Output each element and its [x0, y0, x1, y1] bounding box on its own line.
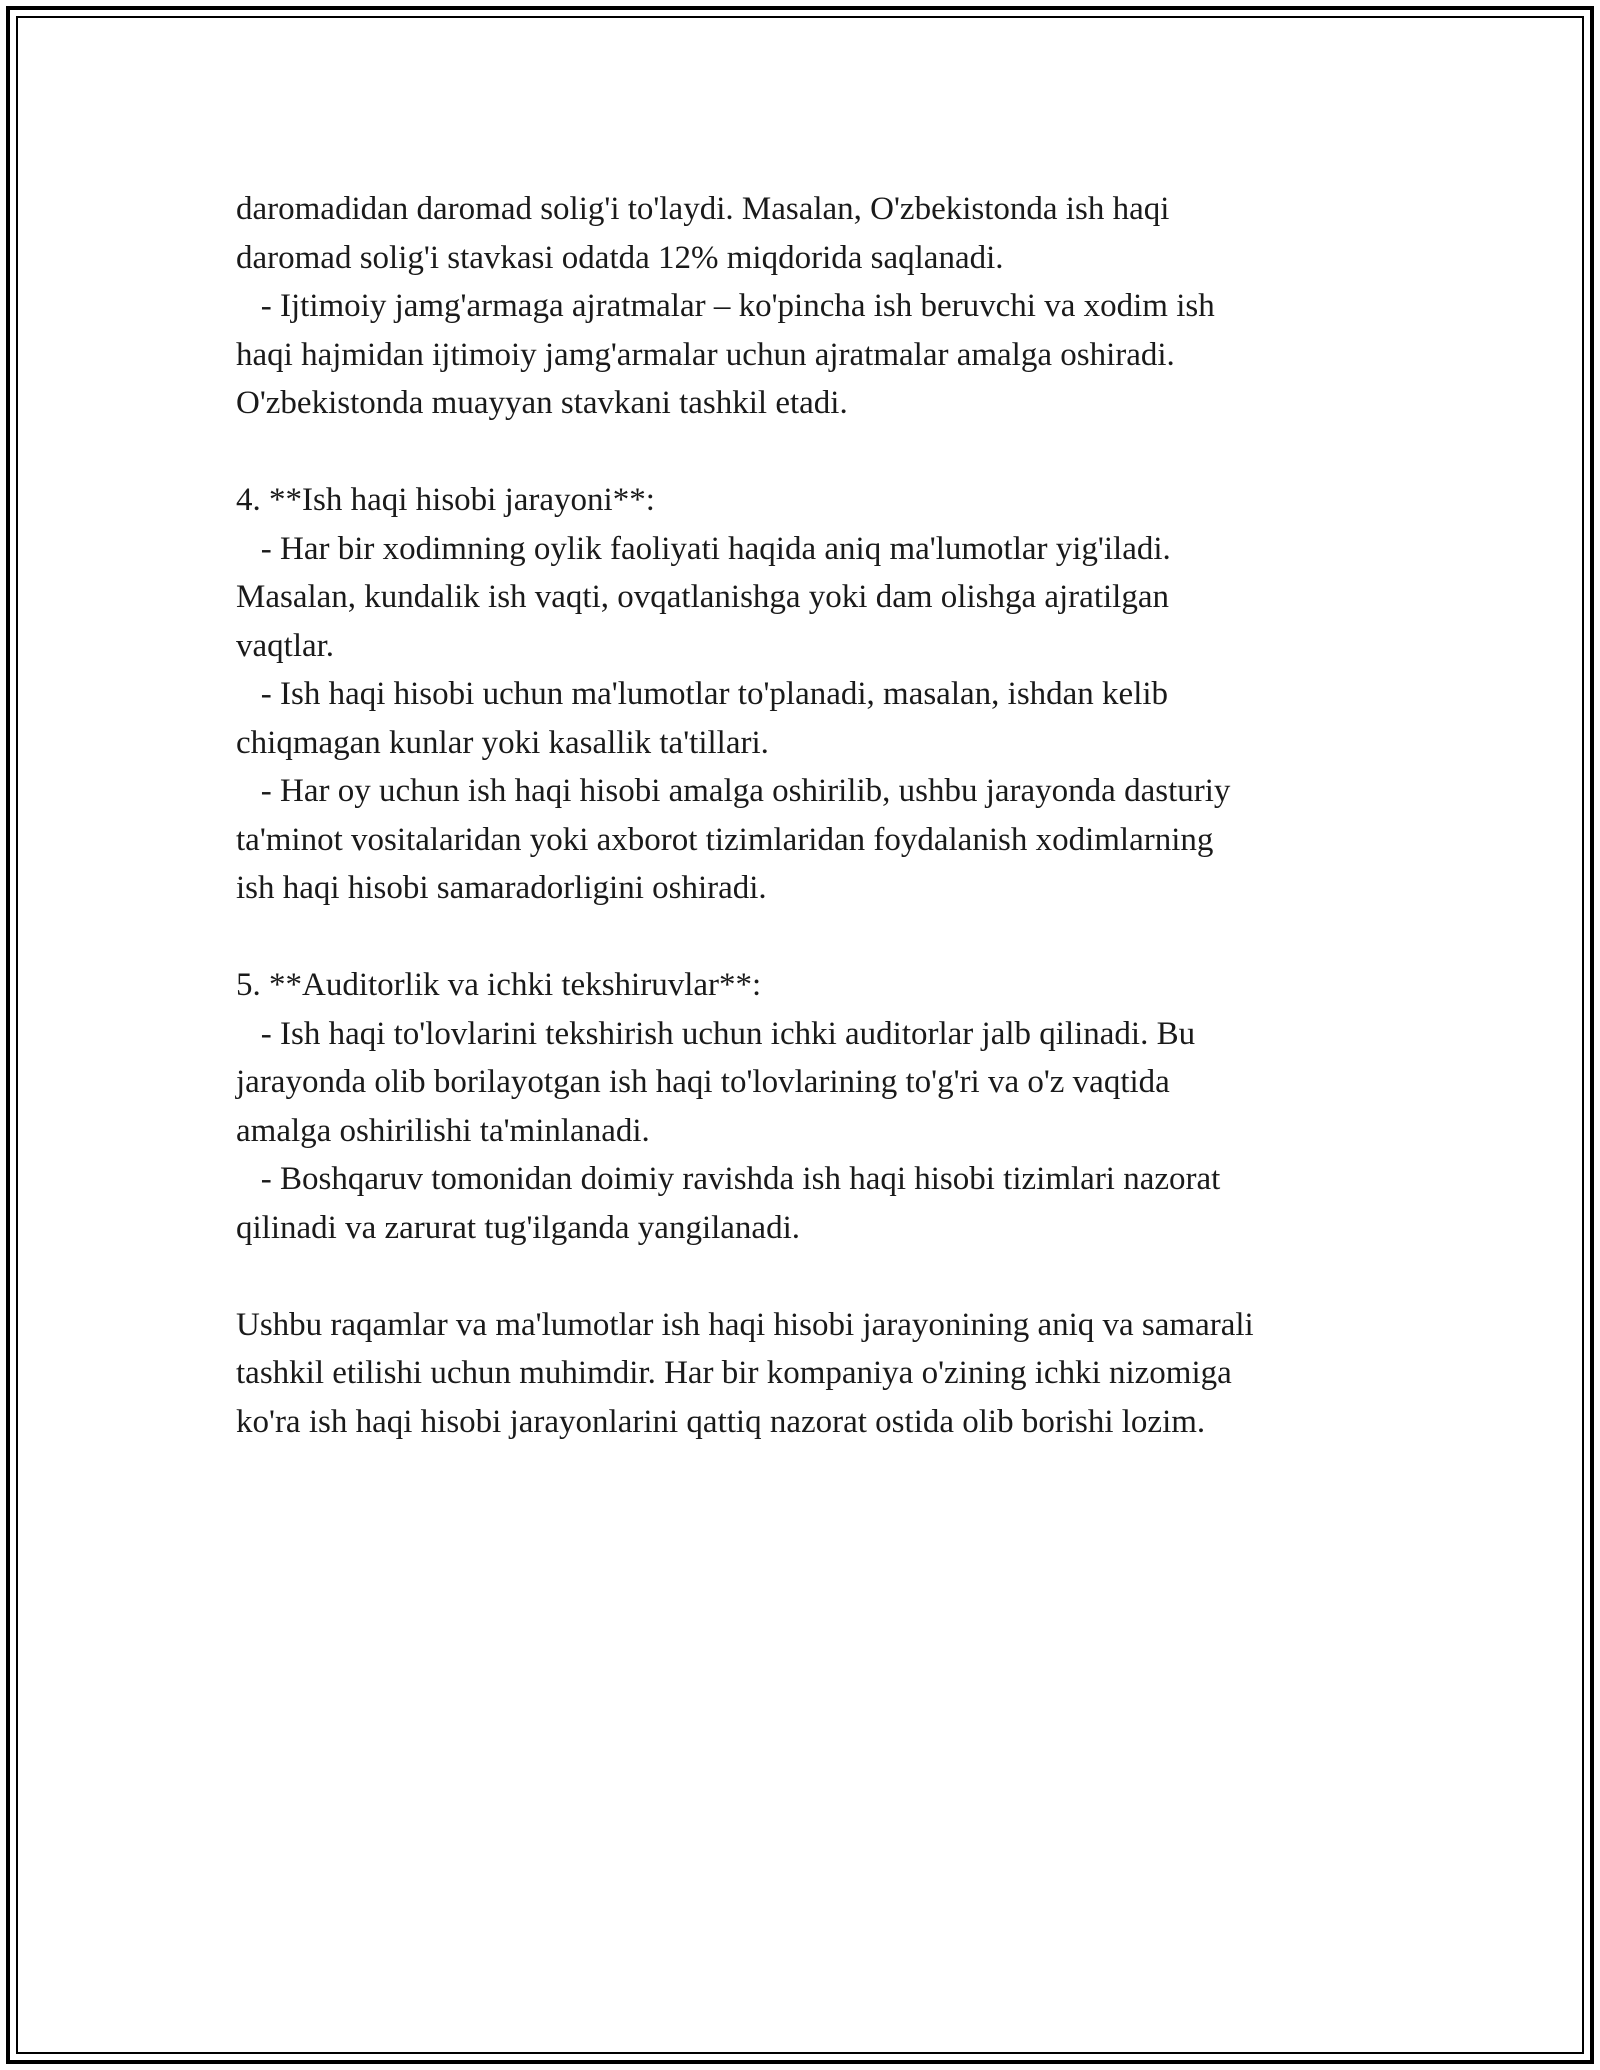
text-line: chiqmagan kunlar yoki kasallik ta'tillari.: [236, 724, 769, 761]
document-body: [236, 185, 1416, 1446]
text-line: jarayonda olib borilayotgan ish haqi to'lovlarining to'g'ri va o'z vaqtida: [236, 1064, 1170, 1100]
text-line: O'zbekistonda muayyan stavkani tashkil etadi.: [236, 385, 848, 421]
text-line: daromadidan daromad solig'i to'laydi. Masalan, O'zbekistonda ish haqi: [236, 191, 1170, 227]
section-heading: 4. **Ish haqi hisobi jarayoni**:: [236, 482, 655, 518]
text-line: - Ish haqi to'lovlarini tekshirish uchun ichki auditorlar jalb qilinadi. Bu: [236, 1015, 1196, 1052]
text-line: amalga oshirilishi ta'minlanadi.: [236, 1112, 650, 1149]
text-line: - Ijtimoiy jamg'armaga ajratmalar – ko'pincha ish beruvchi va xodim ish: [236, 288, 1215, 324]
section-4: [236, 476, 1416, 913]
text-line: Masalan, kundalik ish vaqti, ovqatlanishga yoki dam olishga ajratilgan: [236, 579, 1169, 615]
text-line: - Ish haqi hisobi uchun ma'lumotlar to'planadi, masalan, ishdan kelib: [236, 676, 1169, 712]
text-line: vaqtlar.: [236, 627, 335, 664]
text-line: Ushbu raqamlar va ma'lumotlar ish haqi hisobi jarayonining aniq va samarali: [236, 1306, 1254, 1343]
text-line: daromad solig'i stavkasi odatda 12% miqdorida saqlanadi.: [236, 239, 1004, 276]
text-line: haqi hajmidan ijtimoiy jamg'armalar uchun ajratmalar amalga oshiradi.: [236, 336, 1175, 373]
section-5: [236, 961, 1416, 1252]
paragraph-spacer: [236, 1252, 1416, 1301]
text-line: - Har oy uchun ish haqi hisobi amalga oshirilib, ushbu jarayonda dasturiy: [236, 773, 1231, 809]
text-line: - Boshqaruv tomonidan doimiy ravishda ish haqi hisobi tizimlari nazorat: [236, 1161, 1221, 1197]
text-line: ta'minot vositalaridan yoki axborot tizimlaridan foydalanish xodimlarning: [236, 821, 1214, 858]
text-line: ish haqi hisobi samaradorligini oshiradi.: [236, 870, 767, 906]
paragraph-spacer: [236, 428, 1416, 477]
paragraph-spacer: [236, 913, 1416, 962]
text-line: ko'ra ish haqi hisobi jarayonlarini qattiq nazorat ostida olib borishi lozim.: [236, 1403, 1206, 1440]
tax-section: [236, 185, 1416, 428]
conclusion-paragraph: [236, 1301, 1416, 1447]
text-line: tashkil etilishi uchun muhimdir. Har bir kompaniya o'zining ichki nizomiga: [236, 1355, 1232, 1391]
text-line: qilinadi va zarurat tug'ilganda yangilanadi.: [236, 1209, 800, 1246]
text-line: - Har bir xodimning oylik faoliyati haqida aniq ma'lumotlar yig'iladi.: [236, 530, 1171, 567]
section-heading: 5. **Auditorlik va ichki tekshiruvlar**:: [236, 967, 762, 1003]
